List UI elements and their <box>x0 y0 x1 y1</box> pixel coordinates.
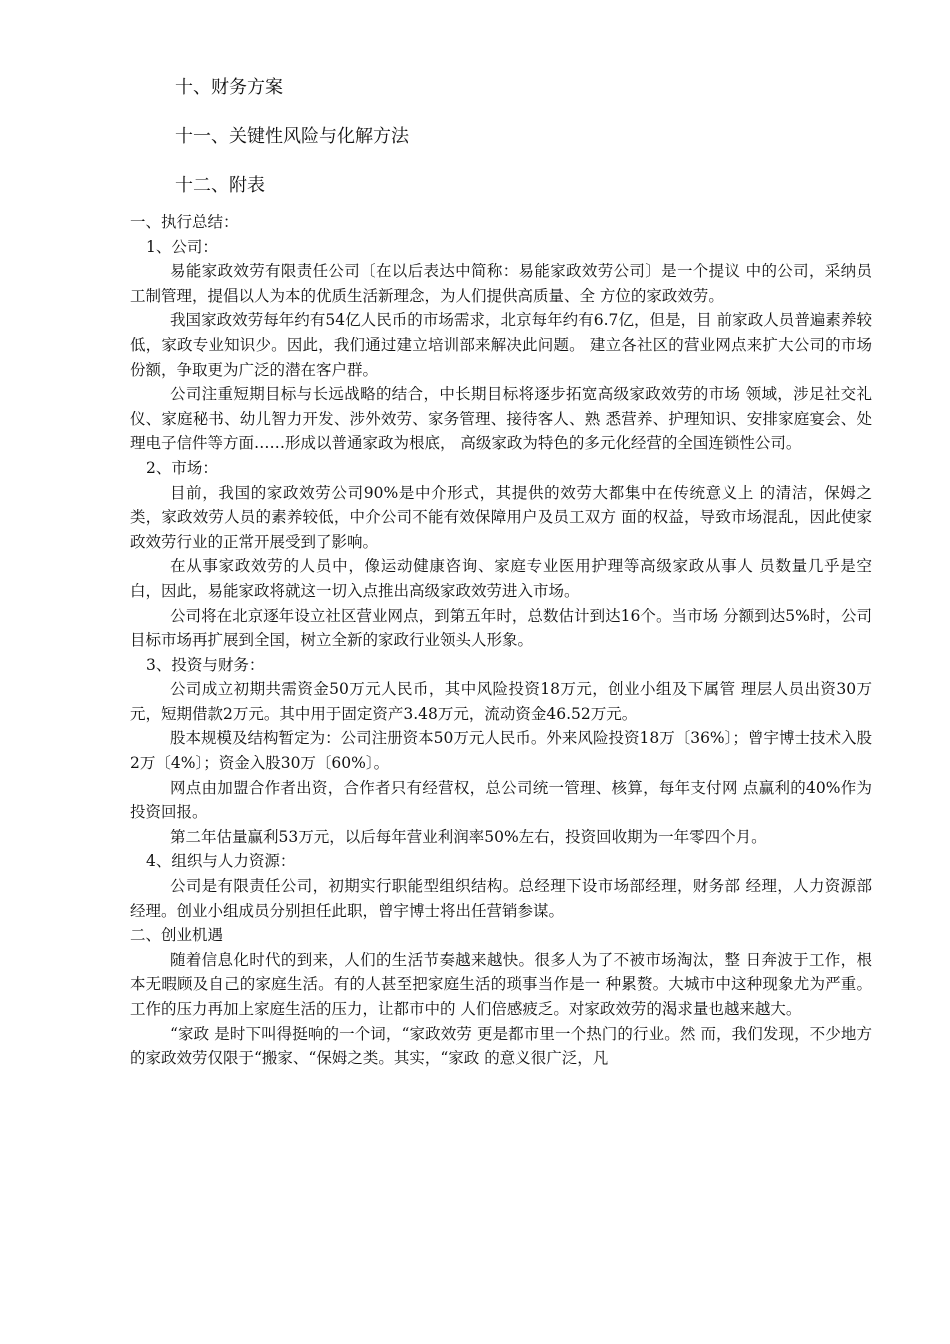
paragraph: 公司注重短期目标与长远战略的结合，中长期目标将逐步拓宽高级家政效劳的市场 领域，涉足社交礼仪、家庭秘书、幼儿智力开发、涉外效劳、家务管理、接待客人、熟 悉营养、护理知识、安排家庭宴会、处理电子信件等方面……形成以普通家政为根底， 高级家政为特色的多元化经营的全国连锁性公司。 <box>130 385 872 453</box>
subsection-heading-company: 1、公司： <box>146 237 218 256</box>
paragraph: 易能家政效劳有限责任公司〔在以后表达中简称：易能家政效劳公司〕是一个提议 中的公司，采纳员工制管理，提倡以人为本的优质生活新理念，为人们提供高质量、全 方位的家政效劳。 <box>130 262 872 305</box>
paragraph: 公司成立初期共需资金50万元人民币，其中风险投资18万元，创业小组及下属管 理层人员出资30万元，短期借款2万元。其中用于固定资产3.48万元，流动资金46.52万元。 <box>130 680 872 723</box>
paragraph: 公司将在北京逐年设立社区营业网点，到第五年时，总数估计到达16个。当市场 分额到达5%时，公司目标市场再扩展到全国，树立全新的家政行业领头人形象。 <box>130 606 872 650</box>
paragraph: 第二年估量赢利53万元，以后每年营业利润率50%左右，投资回收期为一年零四个月。 <box>170 827 767 846</box>
paragraph: 公司是有限责任公司，初期实行职能型组织结构。总经理下设市场部经理，财务部 经理，人力资源部经理。创业小组成员分别担任此职，曾宇博士将出任营销参谋。 <box>130 877 872 920</box>
paragraph: 网点由加盟合作者出资，合作者只有经营权，总公司统一管理、核算，每年支付网 点赢利的40%作为投资回报。 <box>130 778 872 822</box>
paragraph: 随着信息化时代的到来，人们的生活节奏越来越快。很多人为了不被市场淘汰，整 日奔波于工作，根本无暇顾及自己的家庭生活。有的人甚至把家庭生活的琐事当作是一 种累赘。大城市中这种现象尤为严重。工作的压力再加上家庭生活的压力，让都市中的 人们倍感疲乏。对家政效劳的渴求量也越来越大。 <box>130 950 872 1018</box>
paragraph: 股本规模及结构暂定为：公司注册资本50万元人民币。外来风险投资18万〔36%〕；曾宇博士技术入股2万〔4%〕；资金入股30万〔60%〕。 <box>130 729 872 773</box>
paragraph: 在从事家政效劳的人员中，像运动健康咨询、家庭专业医用护理等高级家政从事人 员数量几乎是空白，因此，易能家政将就这一切入点推出高级家政效劳进入市场。 <box>130 557 872 600</box>
paragraph: “家政 是时下叫得挺响的一个词，“家政效劳 更是都市里一个热门的行业。然 而，我们发现，不少地方的家政效劳仅限于“搬家、“保姆之类。其实，“家政 的意义很广泛，凡 <box>130 1024 872 1068</box>
subsection-heading-finance: 3、投资与财务： <box>146 655 265 674</box>
toc-item-risk: 十一、关键性风险与化解方法 <box>175 126 409 147</box>
section-heading-opportunity: 二、创业机遇 <box>130 926 224 945</box>
section-heading-exec-summary: 一、执行总结： <box>130 213 239 231</box>
paragraph: 我国家政效劳每年约有54亿人民币的市场需求，北京每年约有6.7亿，但是，目 前家政人员普遍素养较低，家政专业知识少。因此，我们通过建立培训部来解决此问题。 建立各社区的营业网点来扩大公司的市场份额，争取更为广泛的潜在客户群。 <box>130 311 872 379</box>
toc-item-finance-plan: 十、财务方案 <box>175 77 283 98</box>
subsection-heading-market: 2、市场： <box>146 458 218 477</box>
subsection-heading-organization: 4、组织与人力资源： <box>146 852 296 871</box>
paragraph: 目前，我国的家政效劳公司90%是中介形式，其提供的效劳大都集中在传统意义上 的清洁，保姆之类，家政效劳人员的素养较低，中介公司不能有效保障用户及员工双方 面的权益，导致市场混乱，因此使家政效劳行业的正常开展受到了影响。 <box>130 483 872 551</box>
document-body <box>130 210 872 1071</box>
toc-item-appendix: 十二、附表 <box>175 175 265 196</box>
